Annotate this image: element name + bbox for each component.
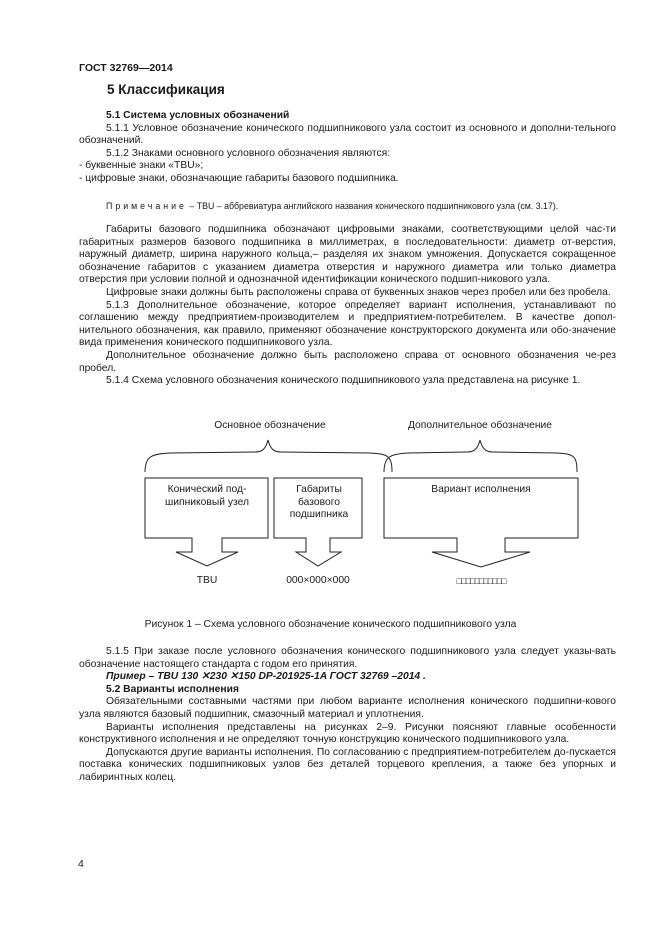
paragraph-5-2-1: Обязательными составными частями при любом варианте исполнения конического подшипни-кового узла являются базовый подшипник, смазочный материал и уплотнения. xyxy=(79,696,616,720)
example: Пример – TBU 130 ✕230 ✕150 DP-201925-1A ГОСТ 32769 –2014 . xyxy=(106,671,426,683)
list-item: - буквенные знаки «TBU»; xyxy=(79,160,204,172)
paragraph-5-2-2: Варианты исполнения представлены на рисунках 2–9. Рисунки поясняют главные особенности конструктивного исполнения и не определяют точную конструкцию конического подшипникового узла. xyxy=(79,721,616,746)
label-main-designation: Основное обозначение xyxy=(214,420,326,431)
output-variant: □□□□□□□□□□□ xyxy=(456,576,506,586)
list-item: - цифровые знаки, обозначающие габариты базового подшипника. xyxy=(79,172,399,184)
paragraph-5-1-3: 5.1.3 Дополнительное обозначение, которое определяет вариант исполнения, устанавливают по соглашению между предприятием-производителем и предприятием-потребителем. В качестве допол-нительного обозначения, как правило, применяют обозначение конструкторского документа или обо-значение вида применения конического подшипникового узла. xyxy=(79,299,616,349)
paragraph-5-1-4: 5.1.4 Схема условного обозначения конического подшипникового узла представлена на рисунке 1. xyxy=(106,375,581,387)
paragraph-5-2-3: Допускаются другие варианты исполнения. По согласованию с предприятием-потребителем до-пускается поставка конических подшипниковых узлов без деталей торцевого крепления, а также без упорных и лабиринтных колец. xyxy=(79,746,616,783)
after-figure-text xyxy=(79,646,616,785)
output-tbu: TBU xyxy=(196,575,218,586)
paragraph-gabarity: Габариты базового подшипника обозначают цифровыми знаками, соответствующими целой час-ти габаритных размеров базового подшипника в миллиметрах, в последовательности: диаметр от-верстия, наружный диаметр, ширина наружного кольца,– разделяя их знаком умножения. Допускается сокращенное обозначение габаритов с указанием диаметра отверстия и наружного диаметра или только диаметра отверстия при условии полной и однозначной идентификации конического подшип-никового узла. xyxy=(79,224,616,286)
brace-additional xyxy=(384,440,577,472)
subsection-title: 5.2 Варианты исполнения xyxy=(106,683,239,695)
standard-header: ГОСТ 32769—2014 xyxy=(79,62,173,74)
paragraph-5-1-1: 5.1.1 Условное обозначение конического подшипникового узла состоит из основного и дополни-тельного обозначений. xyxy=(79,122,616,147)
paragraph-dop: Дополнительное обозначение должно быть расположено справа от основного обозначения че-рез пробел. xyxy=(79,349,616,374)
brace-main xyxy=(145,440,392,472)
box-conical-unit-label: Конический под-шипниковый узел xyxy=(164,484,249,508)
label-additional-designation: Дополнительное обозначение xyxy=(407,420,553,431)
subsection-title: 5.1 Система условных обозначений xyxy=(106,110,290,121)
section-title: 5 Классификация xyxy=(107,82,225,97)
box-dimensions-label: Габариты базового подшипника xyxy=(289,484,349,521)
page-number: 4 xyxy=(78,858,84,870)
box-variant-label: Вариант исполнения xyxy=(431,484,531,495)
paragraph-5-1-2: 5.1.2 Знаками основного условного обозначения являются: xyxy=(106,147,391,159)
note-label: Примечание xyxy=(106,201,187,211)
output-dimensions: 000×000×000 xyxy=(286,575,350,586)
note-text: – TBU – аббревиатура английского названия конического подшипникового узла (см. 3.17). xyxy=(186,201,559,211)
paragraph-5-1-5: 5.1.5 При заказе после условного обозначения конического подшипникового узла следует указы-вать обозначение настоящего стандарта с годом его принятия. xyxy=(79,646,616,670)
paragraph-cifrovye: Цифровые знаки должны быть расположены справа от буквенных знаков через пробел или без пробела. xyxy=(106,286,611,298)
figure-caption: Рисунок 1 – Схема условного обозначение конического подшипникового узла xyxy=(144,619,517,630)
